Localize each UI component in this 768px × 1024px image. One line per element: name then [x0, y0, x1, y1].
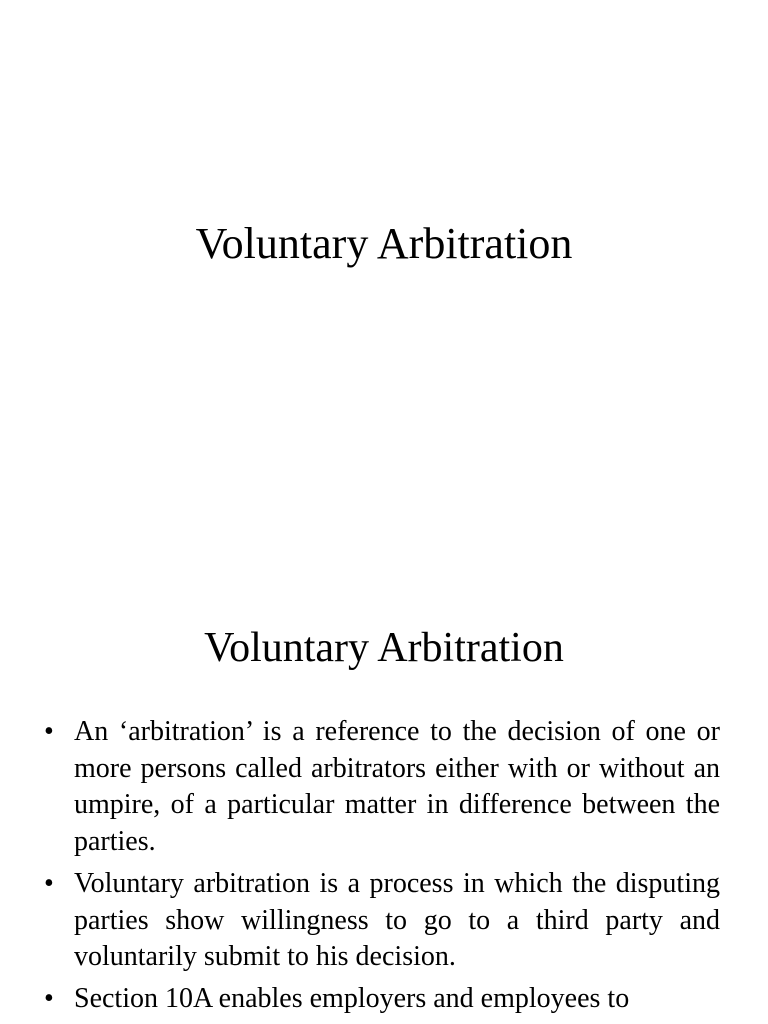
bullet-item-voluntary-process: • Voluntary arbitration is a process in which the disputing parties show willingness to go to a third party and voluntarily submit to his decision. [74, 866, 720, 976]
bullet-list [74, 714, 720, 1023]
slide-heading: Voluntary Arbitration [204, 625, 564, 671]
content-slide [0, 512, 768, 1024]
slide-title: Voluntary Arbitration [195, 219, 573, 268]
bullet-item-arbitration-definition: • An ‘arbitration’ is a reference to the decision of one or more persons called arbitrators either with or without an umpire, of a particular matter in difference between the parties. [74, 714, 720, 861]
bullet-item-section-10a: • Section 10A enables employers and employees to [74, 981, 720, 1018]
